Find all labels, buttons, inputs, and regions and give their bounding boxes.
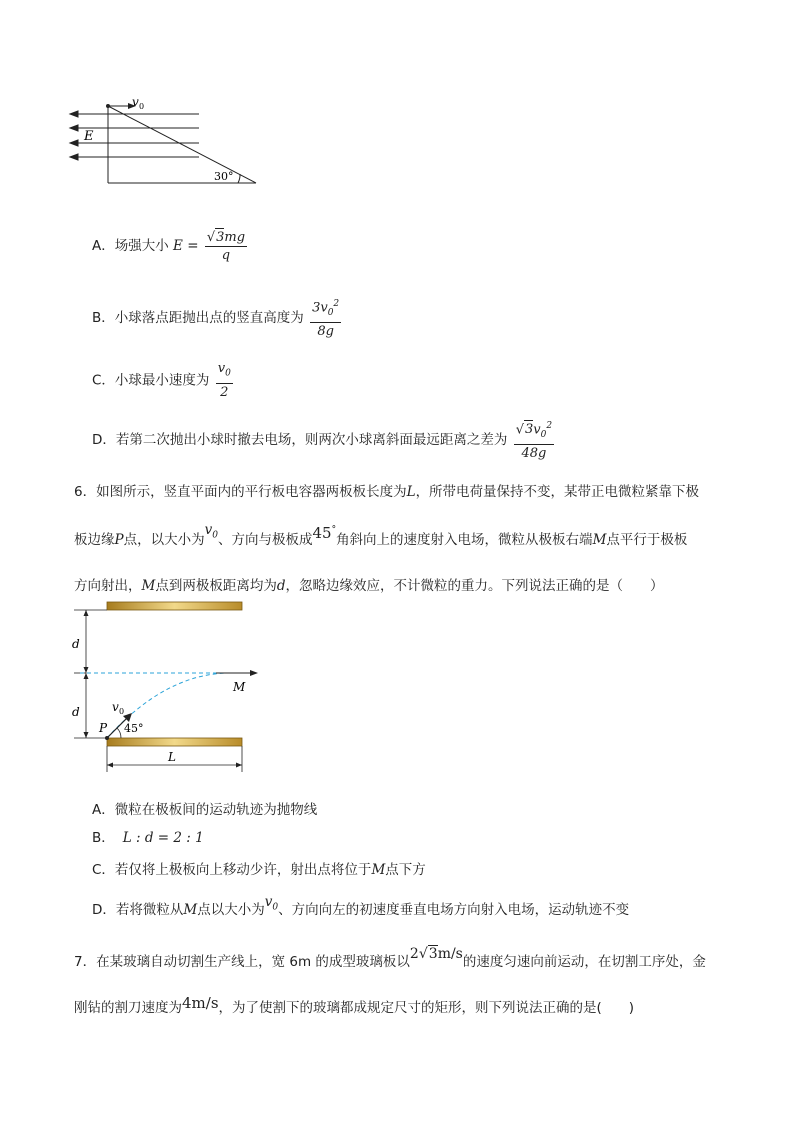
v0-label: v xyxy=(112,700,119,714)
bottom-plate xyxy=(107,738,242,746)
figure-capacitor xyxy=(66,598,266,778)
v0-subscript: 0 xyxy=(139,102,145,111)
q6-stem-line1: 6．如图所示，竖直平面内的平行板电容器两板板长度为L，所带电荷量保持不变，某带正电微粒紧靠下极 xyxy=(74,484,700,500)
L-label: L xyxy=(168,750,176,764)
q6-option-b[interactable]: B． L : d = 2 : 1 xyxy=(92,830,204,846)
q6-option-d[interactable]: D．若将微粒从M点以大小为$v_0$、方向向左的初速度垂直电场方向射入电场，运动轨迹不变 xyxy=(92,894,630,918)
q7-stem-line1: 7．在某玻璃自动切割生产线上，宽 6m 的成型玻璃板以2√3m/s的速度匀速向前运动，在切割工序处，金 xyxy=(74,946,706,970)
angle-45-label: 45° xyxy=(124,722,144,735)
option-a-text: A．场强大小 xyxy=(92,238,169,254)
q5-option-b[interactable] xyxy=(92,296,341,340)
angle-30-label: 30° xyxy=(214,170,234,183)
q5-option-c[interactable] xyxy=(92,360,233,401)
q6-option-c[interactable]: C．若仅将上极板向上移动少许，射出点将位于M点下方 xyxy=(92,862,426,878)
option-d-fraction: $\frac{√3v_0^2}{48g}$ xyxy=(514,418,554,462)
d-bottom-label: d xyxy=(72,705,80,719)
top-plate xyxy=(107,602,242,610)
option-c-text: C．小球最小速度为 xyxy=(92,372,210,389)
option-b-text: B．小球落点距抛出点的竖直高度为 xyxy=(92,309,304,326)
q7-stem-line2: 刚钻的割刀速度为4m/s，为了使割下的玻璃都成规定尺寸的矩形，则下列说法正确的是( ) xyxy=(74,994,635,1016)
option-a-lhs: E = xyxy=(173,238,199,254)
field-e-label: E xyxy=(84,129,94,144)
option-d-text: D．若第二次抛出小球时撤去电场，则两次小球离斜面最远距离之差为 xyxy=(92,431,508,448)
M-label: M xyxy=(233,680,246,694)
v0-subscript: 0 xyxy=(119,707,125,716)
option-a-fraction: $\frac{√3mg}{q}$ xyxy=(206,230,246,263)
P-label: P xyxy=(99,721,108,735)
d-top-label: d xyxy=(72,637,80,651)
q6-stem-line3: 方向射出，M点到两极板距离均为d，忽略边缘效应，不计微粒的重力。下列说法正确的是（ ） xyxy=(74,578,664,594)
option-b-fraction: $\frac{3v_0^2}{8g}$ xyxy=(310,296,341,340)
q5-option-a[interactable] xyxy=(92,228,247,264)
q6-option-a[interactable]: A．微粒在极板间的运动轨迹为抛物线 xyxy=(92,802,318,818)
v0-label: v xyxy=(132,95,139,109)
figure-incline-field xyxy=(66,94,266,190)
option-c-fraction: $\frac{v_0}{2}$ xyxy=(217,361,231,400)
q6-stem-line2: 板边缘P点，以大小为$v_0$、方向与极板成45°角斜向上的速度射入电场，微粒从极板右端M点平行于极板 xyxy=(74,522,688,548)
q5-option-d[interactable] xyxy=(92,418,554,462)
